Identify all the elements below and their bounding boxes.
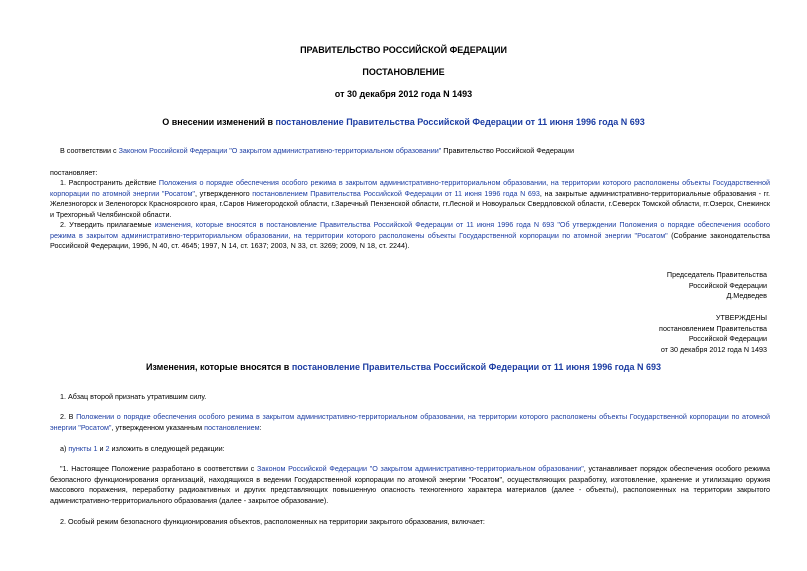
change2a-suffix: изложить в следующей редакции: xyxy=(109,444,225,453)
quote1-prefix: "1. Настоящее Положение разработано в соответствии с xyxy=(60,464,258,473)
title-link[interactable]: постановление Правительства Российской Федерации от 11 июня 1996 года N 693 xyxy=(275,117,645,127)
preamble xyxy=(50,146,770,157)
change-2a xyxy=(50,444,770,455)
quote-item-1 xyxy=(50,464,770,506)
item2-suffix: (Собрание законодательства Российской Федерации, 1996, N 40, ст. 4645; 1997, N 14, ст. 1637; 2003, N 33, ст. 3269; 2009, N 18, ст. 2244). xyxy=(50,230,771,250)
signature-block xyxy=(667,270,767,302)
preamble-suffix: Правительство Российской Федерации xyxy=(441,146,574,155)
change2a-and: и xyxy=(97,444,106,453)
approved-by: постановлением Правительства xyxy=(659,323,767,333)
date-number-heading: от 30 декабря 2012 года N 1493 xyxy=(334,89,473,99)
change-2 xyxy=(50,412,770,433)
quote-item-2: 2. Особый режим безопасного функционирования объектов, расположенных на территории закрытого образования, включает: xyxy=(60,517,485,526)
item1-middle: , утвержденного xyxy=(194,188,253,198)
title-prefix: О внесении изменений в xyxy=(162,117,276,127)
item1-regulation-link[interactable]: Положения о порядке обеспечения особого режима в закрытом административно-территориальном образовании, на территории которого расположены объекты Государственной корпорации по атомной энергии "Росатом" xyxy=(50,178,770,198)
preamble-law-link[interactable]: Законом Российской Федерации "О закрытом административно-территориальном образовании" xyxy=(118,146,442,155)
preamble-prefix: В соответствии с xyxy=(60,146,119,155)
item1-suffix: , на закрытые административно-территориальные образования - гг. Железногорск и Зеленогорск Красноярского края, г.Саров Нижегородской области, г.Заречный Пензенской области, гг.Лесной и Новоуральск Свердловской области, г.Северск Томской области, гг.Озерск, Снежинск и Трехгорный Челябинской области. xyxy=(50,188,771,219)
doc-type-heading: ПОСТАНОВЛЕНИЕ xyxy=(362,67,445,77)
changes-title-prefix: Изменения, которые вносятся в xyxy=(145,362,292,372)
change-1: 1. Абзац второй признать утратившим силу. xyxy=(60,392,207,401)
item2-prefix: 2. Утвердить прилагаемые xyxy=(60,220,155,229)
change2a-item1-link[interactable]: пункты 1 xyxy=(68,444,98,453)
signature-country: Российской Федерации xyxy=(688,280,767,290)
signature-title: Председатель Правительства xyxy=(666,270,767,279)
change2-decree-link[interactable]: постановлением xyxy=(204,422,260,432)
signature-name: Д.Медведев xyxy=(726,291,767,300)
document-title xyxy=(0,117,807,128)
resolves-text: постановляет: xyxy=(50,168,98,177)
changes-title-link[interactable]: постановление Правительства Российской Федерации от 11 июня 1996 года N 693 xyxy=(291,362,662,372)
change2a-item2-link[interactable]: 2 xyxy=(105,444,110,453)
changes-title xyxy=(0,362,807,373)
item-2 xyxy=(50,220,770,252)
government-heading: ПРАВИТЕЛЬСТВО РОССИЙСКОЙ ФЕДЕРАЦИИ xyxy=(300,45,507,55)
approved-country: Российской Федерации xyxy=(688,334,767,343)
item1-decree-link[interactable]: постановлением Правительства Российской Федерации от 11 июня 1996 года N 693 xyxy=(252,188,540,198)
change2-middle: , утвержденном указанным xyxy=(111,422,205,432)
change2-regulation-link[interactable]: Положении о порядке обеспечения особого режима в закрытом административно-территориальном образовании, на территории которого расположены объекты Государственной корпорации по атомной энергии "Росатом" xyxy=(50,412,770,432)
quote1-law-link[interactable]: Законом Российской Федерации "О закрытом административно-территориальном образовании" xyxy=(257,464,584,473)
approved-date: от 30 декабря 2012 года N 1493 xyxy=(660,344,767,354)
quote1-suffix: , устанавливает порядок обеспечения особого режима безопасного функционирования организаций, находящихся в ведении Государственной корпорации по атомной энергии "Росатом", осуществляющих разработку, изготовление, хранение и утилизацию оружия массового поражения, переработку радиоактивных и других представляющих повышенную опасность техногенного характера материалов (далее - объекты), расположенных на территории закрытого административно-территориального образования (далее - закрытое образование). xyxy=(50,464,770,505)
item1-prefix: 1. Распространить действие xyxy=(60,178,159,187)
item-1 xyxy=(50,178,770,220)
approved-block xyxy=(659,313,767,355)
change2-suffix: : xyxy=(259,422,262,432)
change2a-prefix: а) xyxy=(60,444,69,453)
item2-changes-link[interactable]: изменения, которые вносятся в постановление Правительства Российской Федерации от 11 июня 1996 года N 693 "Об утверждении Положения о порядке обеспечения особого режима в закрытом административно-территориальном образовании, на территории которого расположены объекты Государственной корпорации по атомной энергии "Росатом" xyxy=(50,220,770,240)
approved-label: УТВЕРЖДЕНЫ xyxy=(715,313,767,322)
change2-prefix: 2. В xyxy=(60,412,77,421)
